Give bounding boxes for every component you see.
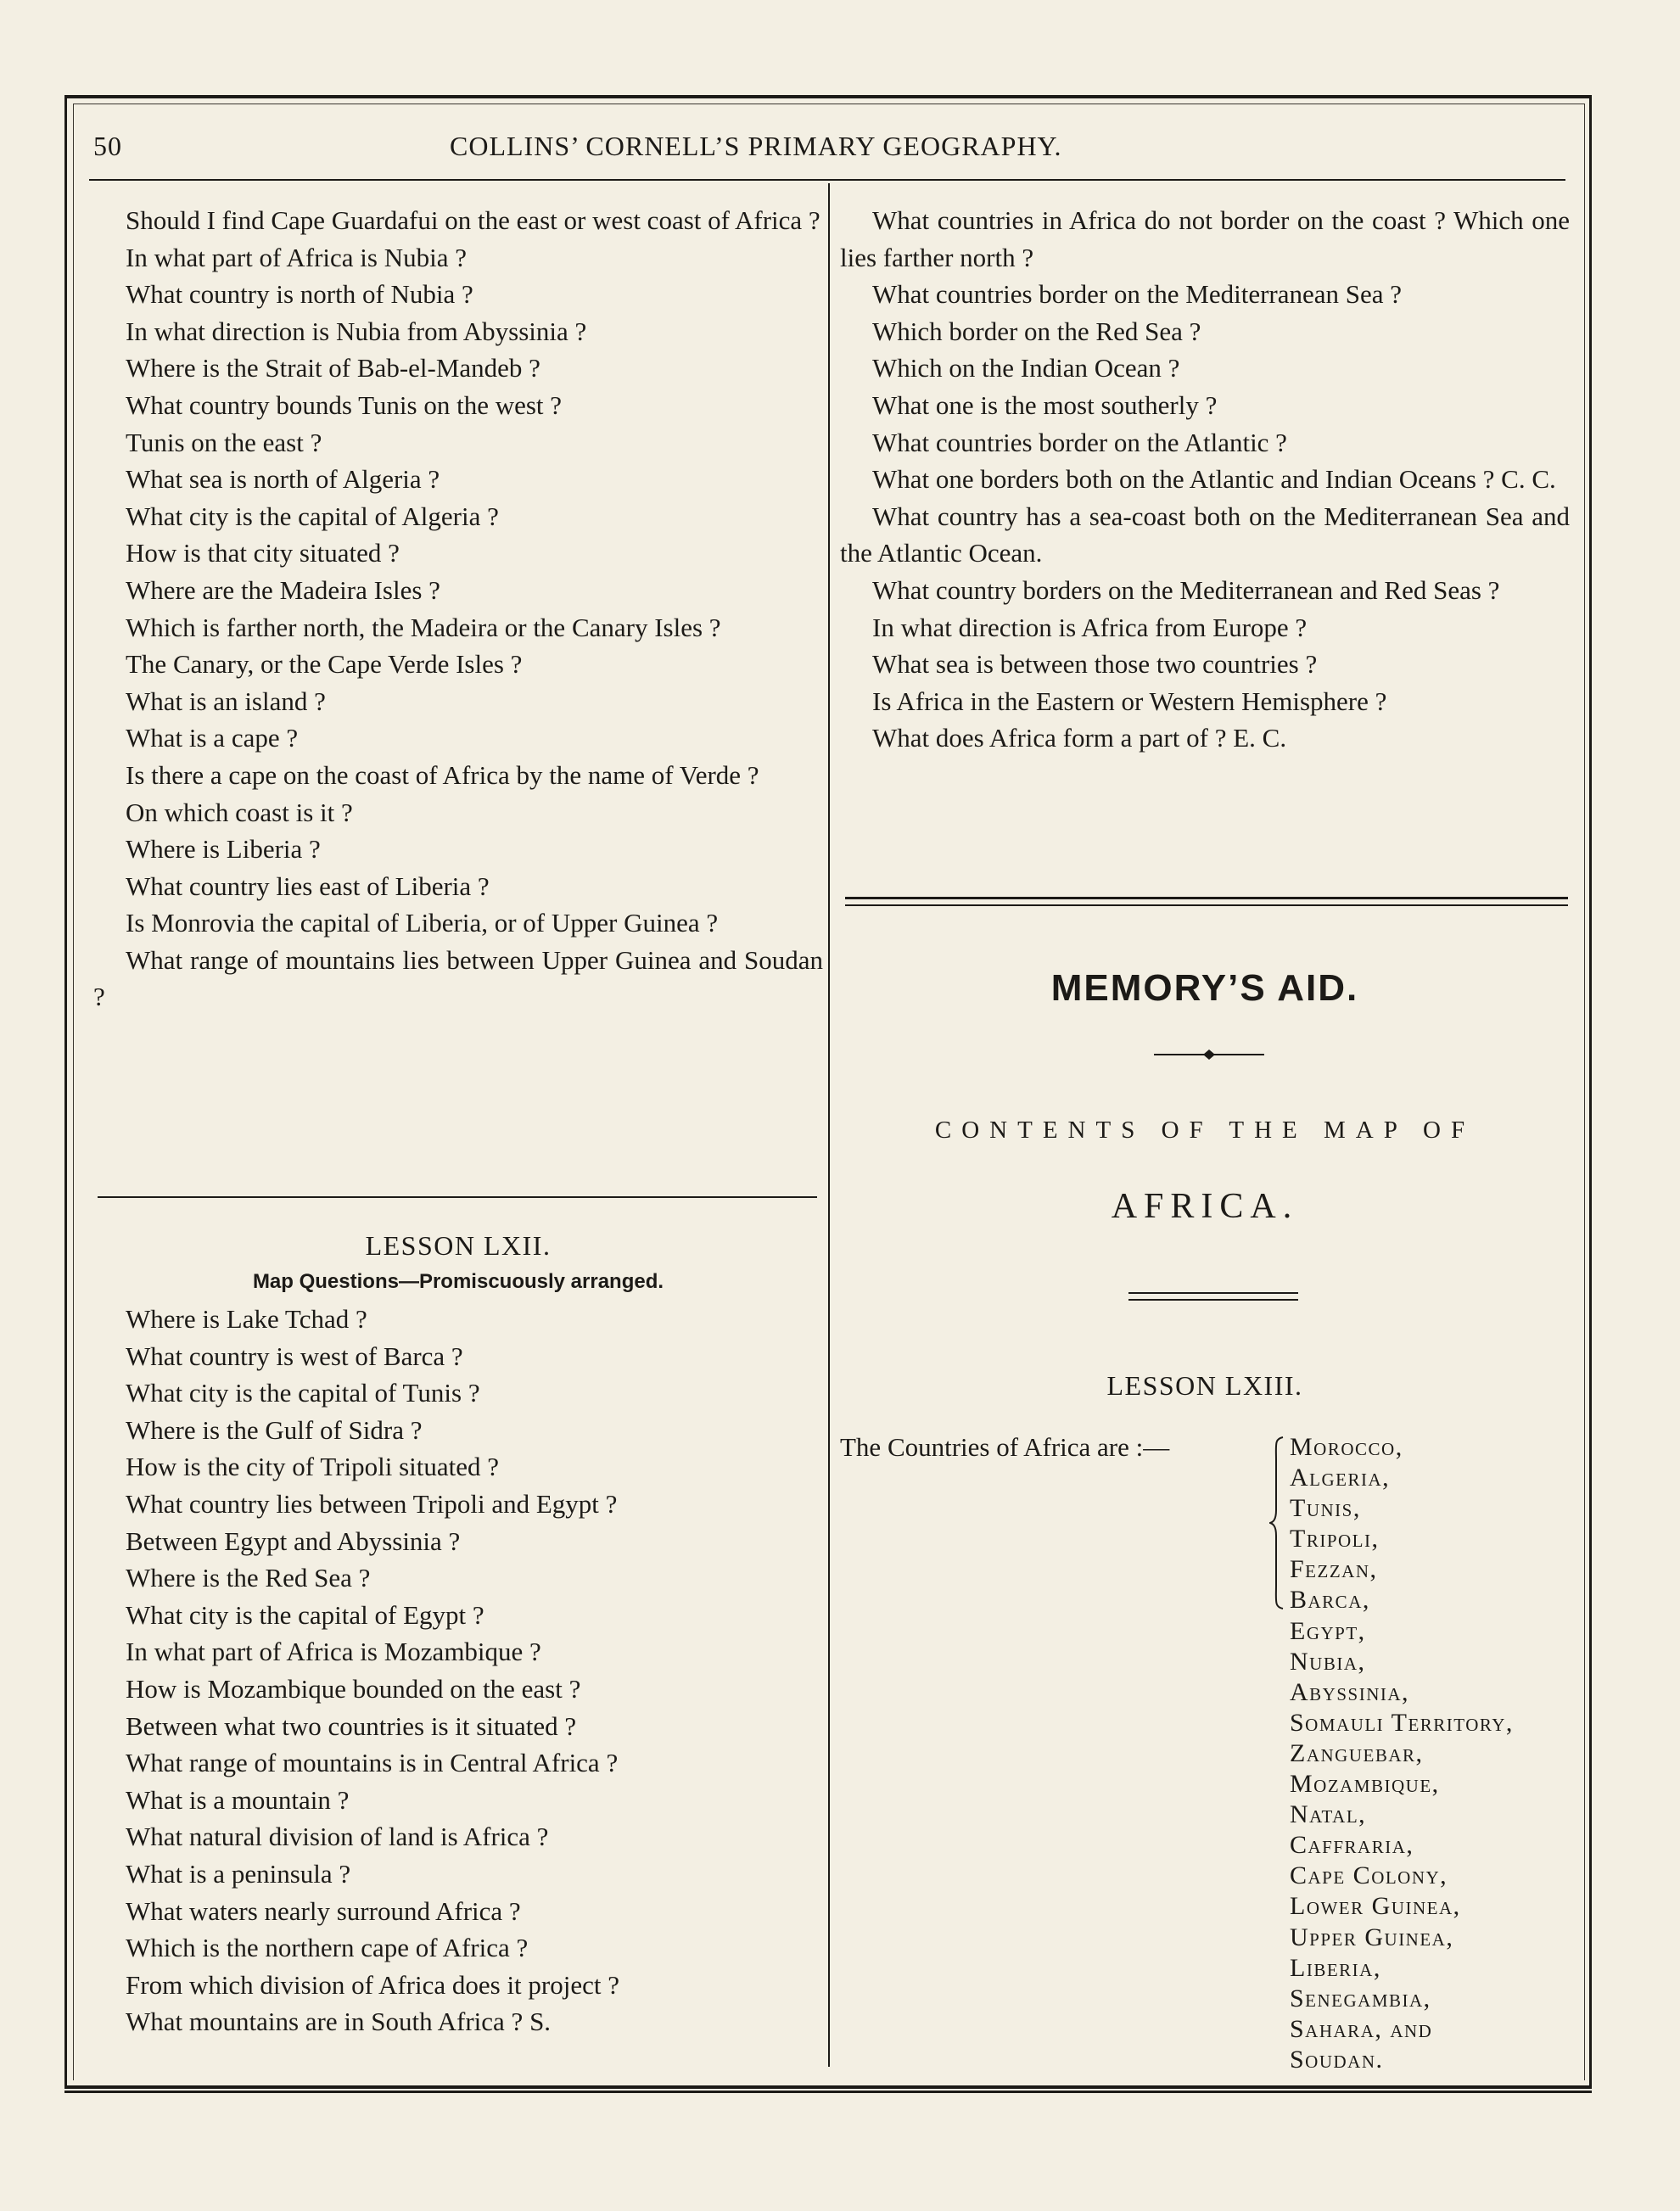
page-header [93, 126, 1587, 176]
question-line: What is an island ? [126, 686, 326, 716]
double-rule [1128, 1292, 1298, 1306]
section-rule-left [98, 1196, 817, 1198]
country-item: Zanguebar, [1290, 1738, 1424, 1767]
question-line: What is a cape ? [126, 723, 299, 753]
page-number: 50 [93, 131, 122, 161]
africa-heading: AFRICA. [1111, 1187, 1299, 1226]
question-line: What country lies between Tripoli and Egypt ? [126, 1488, 618, 1519]
country-item: Upper Guinea, [1290, 1923, 1454, 1951]
question-line: What one borders both on the Atlantic and Indian Oceans ? C. C. [872, 464, 1556, 495]
contents-line: CONTENTS OF THE MAP OF [934, 1117, 1476, 1144]
column-divider [828, 183, 830, 2067]
question-line: The Canary, or the Cape Verde Isles ? [126, 649, 523, 680]
country-item: Natal, [1290, 1800, 1367, 1829]
question-line: How is that city situated ? [126, 538, 400, 568]
question-line: What city is the capital of Tunis ? [126, 1378, 480, 1408]
question-line: What natural division of land is Africa ? [126, 1822, 549, 1852]
country-item: Cape Colony, [1290, 1861, 1448, 1890]
country-item: Fezzan, [1290, 1555, 1378, 1584]
brace-icon [1269, 1436, 1285, 1610]
memory-aid-title: MEMORY’S AID. [1050, 967, 1359, 1009]
question-line: Between what two countries is it situated ? [126, 1710, 577, 1741]
question-line: On which coast is it ? [126, 797, 353, 827]
country-item: Egypt, [1290, 1616, 1366, 1645]
country-item: Barca, [1290, 1586, 1370, 1615]
country-item: Senegambia, [1290, 1984, 1431, 2012]
question-line: What range of mountains is in Central Africa ? [126, 1748, 619, 1778]
question-line: What country has a sea-coast both on the Mediterranean Sea and the Atlantic Ocean. [840, 501, 1570, 568]
country-item: Caffraria, [1290, 1831, 1414, 1860]
lesson-63-title: LESSON LXIII. [1106, 1370, 1303, 1401]
question-line: Is there a cape on the coast of Africa by the name of Verde ? [126, 759, 759, 790]
country-item: Tunis, [1290, 1494, 1361, 1523]
question-line: What one is the most southerly ? [872, 389, 1218, 420]
question-line: In what direction is Nubia from Abyssinia ? [126, 316, 587, 346]
question-line: In what direction is Africa from Europe ? [872, 612, 1308, 642]
question-line: What countries border on the Mediterranean Sea ? [872, 279, 1403, 310]
countries-list [1290, 1432, 1514, 2075]
question-line: Is Africa in the Eastern or Western Hemisphere ? [872, 686, 1387, 716]
question-line: What sea is north of Algeria ? [126, 464, 440, 495]
question-line: Where is Lake Tchad ? [126, 1304, 367, 1334]
ornament-icon [1154, 1046, 1264, 1063]
question-line: From which division of Africa does it project ? [126, 1969, 619, 2000]
country-item: Soudan. [1290, 2045, 1384, 2074]
section-rule-right [845, 897, 1568, 906]
question-line: Is Monrovia the capital of Liberia, or of Upper Guinea ? [126, 908, 719, 938]
question-line: In what part of Africa is Mozambique ? [126, 1637, 541, 1667]
country-item: Somauli Territory, [1290, 1708, 1514, 1737]
lesson-62-title: LESSON LXII. [365, 1230, 552, 1261]
question-line: What city is the capital of Algeria ? [126, 501, 499, 531]
running-title: COLLINS’ CORNELL’S PRIMARY GEOGRAPHY. [450, 131, 1062, 161]
question-list-right [840, 202, 1570, 757]
question-line: Which is the northern cape of Africa ? [126, 1933, 529, 1963]
lesson-62-subtitle: Map Questions—Promiscuously arranged. [252, 1270, 664, 1293]
right-column [840, 202, 1570, 757]
question-line: Where are the Madeira Isles ? [126, 574, 440, 605]
question-line: What countries in Africa do not border on the coast ? Which one lies farther north ? [840, 205, 1570, 272]
question-line: What city is the capital of Egypt ? [126, 1599, 484, 1630]
question-line: Which on the Indian Ocean ? [872, 353, 1180, 383]
question-list-top [93, 202, 823, 1016]
country-item: Mozambique, [1290, 1770, 1440, 1799]
question-list-bottom [93, 1301, 823, 2040]
question-line: What countries border on the Atlantic ? [872, 427, 1287, 457]
question-line: In what part of Africa is Nubia ? [126, 242, 468, 272]
country-item: Liberia, [1290, 1953, 1381, 1982]
country-item: Sahara, and [1290, 2014, 1433, 2043]
country-item: Morocco, [1290, 1433, 1403, 1461]
question-line: How is the city of Tripoli situated ? [126, 1452, 500, 1482]
question-line: What country is north of Nubia ? [126, 279, 473, 310]
question-line: What mountains are in South Africa ? S. [126, 2007, 552, 2037]
question-line: What country borders on the Mediterranean and Red Seas ? [872, 574, 1500, 605]
header-rule [89, 179, 1565, 181]
question-line: What sea is between those two countries ? [872, 649, 1318, 680]
countries-intro: The Countries of Africa are :— [840, 1432, 1170, 1462]
country-item: Lower Guinea, [1290, 1892, 1461, 1921]
country-item: Nubia, [1290, 1647, 1366, 1676]
question-line: How is Mozambique bounded on the east ? [126, 1673, 581, 1704]
question-line: Tunis on the east ? [126, 427, 322, 457]
question-line: Where is the Strait of Bab-el-Mandeb ? [126, 353, 540, 383]
question-line: Should I find Cape Guardafui on the east or west coast of Africa ? [126, 205, 820, 235]
left-column [93, 202, 823, 1016]
question-line: Where is the Gulf of Sidra ? [126, 1414, 423, 1445]
question-line: What country is west of Barca ? [126, 1341, 463, 1371]
question-line: What is a peninsula ? [126, 1858, 351, 1889]
question-line: What country lies east of Liberia ? [126, 870, 490, 901]
question-line: Which is farther north, the Madeira or the Canary Isles ? [126, 612, 721, 642]
question-line: What waters nearly surround Africa ? [126, 1895, 521, 1926]
question-line: Between Egypt and Abyssinia ? [126, 1525, 461, 1556]
question-line: What country bounds Tunis on the west ? [126, 389, 563, 420]
question-line: What is a mountain ? [126, 1784, 350, 1815]
country-item: Algeria, [1290, 1464, 1391, 1492]
question-line: Which border on the Red Sea ? [872, 316, 1201, 346]
question-line: What range of mountains lies between Upper Guinea and Soudan ? [93, 944, 823, 1012]
country-item: Tripoli, [1290, 1525, 1380, 1553]
question-line: Where is Liberia ? [126, 834, 321, 865]
question-line: Where is the Red Sea ? [126, 1563, 371, 1593]
bottom-rule [64, 2091, 1592, 2093]
country-item: Abyssinia, [1290, 1677, 1410, 1706]
lesson-62-section [93, 1230, 823, 2040]
question-line: What does Africa form a part of ? E. C. [872, 723, 1287, 753]
